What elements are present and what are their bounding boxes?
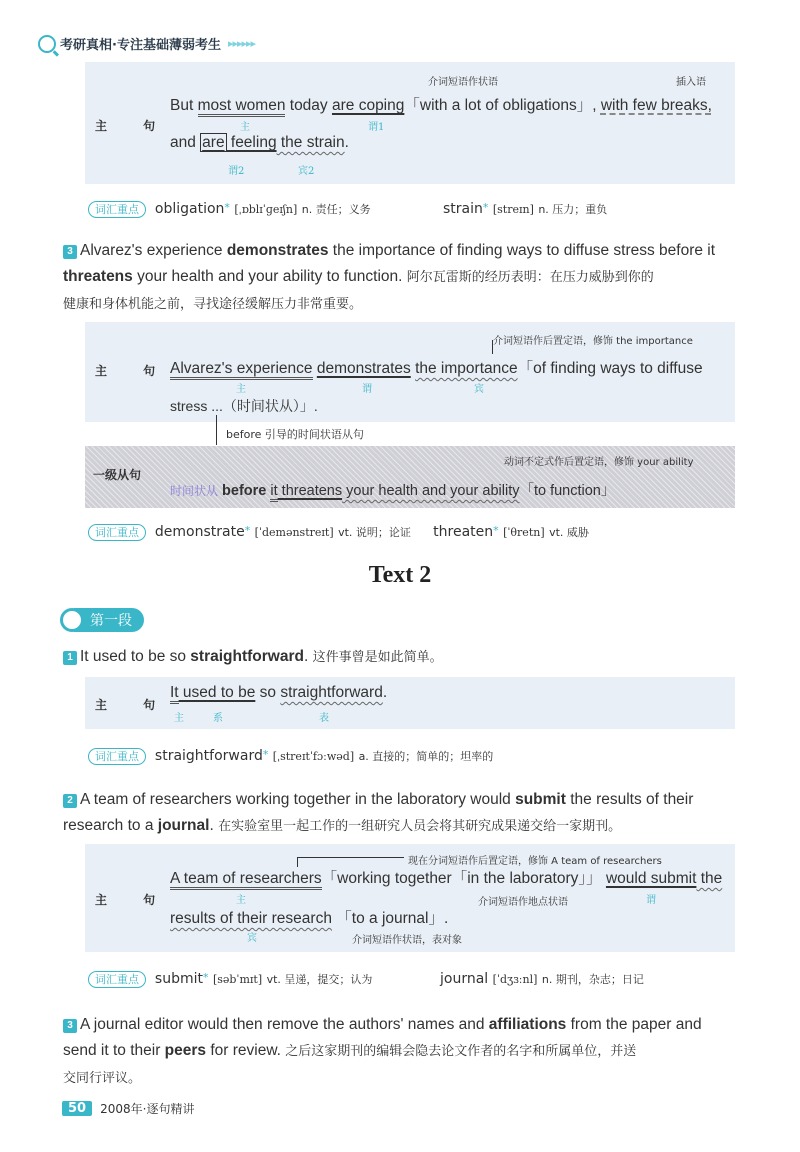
box2-role-obj: 宾 xyxy=(474,384,484,395)
box5-line1: A team of researchers「working together「in the laboratory」」 would submit the xyxy=(170,866,722,888)
section-label-text: 第一段 xyxy=(74,608,144,632)
vocab-row-2: 词汇重点 demonstrate* [ˈdemənstreɪt] vt. 说明；论证 threaten* [ˈθretn] vt. 威胁 xyxy=(88,524,589,540)
vocab-row-4: 词汇重点 submit* [səbˈmɪt] vt. 呈递，提交；认为 xyxy=(88,971,372,987)
box2-role-pred: 谓 xyxy=(362,384,372,395)
box4-role-link: 系 xyxy=(213,713,223,724)
box5-note-bot: 介词短语作状语，表对象 xyxy=(352,935,462,946)
box5-note-mid: 介词短语作地点状语 xyxy=(478,897,568,908)
box3-label: 一级从句 xyxy=(93,468,142,482)
box4-role-subj: 主 xyxy=(174,713,184,724)
paragraph-1: 1 It used to be so straightforward. 这件事曾是如此简单。 xyxy=(63,644,763,671)
box5-role-subj: 主 xyxy=(236,895,246,906)
header-title: 考研真相·专注基础薄弱考生 xyxy=(60,38,221,53)
search-icon xyxy=(60,608,84,632)
box4-role-pred: 表 xyxy=(319,713,329,724)
page-number: 50 xyxy=(62,1101,92,1116)
vocab-row-3: 词汇重点 straightforward* [ˌstreɪtˈfɔːwəd] a. 直接的；简单的；坦率的 xyxy=(88,748,493,764)
box1-line2: and are feeling the strain. xyxy=(170,134,349,151)
footer-title: 2008年·逐句精讲 xyxy=(100,1102,195,1116)
page-header xyxy=(38,34,255,53)
box3-note-top: 动词不定式作后置定语，修饰 your ability xyxy=(504,457,694,468)
vocab-tag: 词汇重点 xyxy=(88,748,146,765)
box4-label: 主 句 xyxy=(95,698,172,712)
box1-role-pred1: 谓1 xyxy=(368,122,385,133)
box2-label: 主 句 xyxy=(95,364,172,378)
box1-note-insert: 插入语 xyxy=(676,77,706,88)
box4-line: It used to be so straightforward. xyxy=(170,684,387,702)
box2-line1: Alvarez's experience demonstrates the importance「of finding ways to diffuse xyxy=(170,356,703,378)
box5-note-top: 现在分词短语作后置定语，修饰 A team of researchers xyxy=(408,856,662,867)
box2-line2: stress ...（时间状从）」. xyxy=(170,398,318,414)
paragraph-3b: 3 A journal editor would then remove the authors' names and affiliations from the paper and send it to their peers for review. 之后这家期刊的编辑会隐去论文作者的名字和所属单位，并送 交同行评议。 xyxy=(63,1016,702,1086)
box1-role-pred2: 谓2 xyxy=(228,166,245,177)
search-icon xyxy=(38,35,56,53)
vocab-tag: 词汇重点 xyxy=(88,201,146,218)
box5-role-pred: 谓 xyxy=(646,895,656,906)
box3-line: 时间状从 before it threatens your health and your ability「to function」 xyxy=(170,479,615,500)
box2-note-before: before 引导的时间状语从句 xyxy=(226,428,364,441)
box1-note-prep: 介词短语作状语 xyxy=(428,77,498,88)
box2-note-top: 介词短语作后置定语，修饰 the importance xyxy=(493,336,693,347)
page-footer xyxy=(62,1100,194,1117)
box3-tag: 时间状从 xyxy=(170,484,219,498)
vocab-row-1: 词汇重点 obligation* [ˌɒblɪˈɡeɪʃn] n. 责任；义务 xyxy=(88,201,371,217)
vocab-tag: 词汇重点 xyxy=(88,971,146,988)
vocab-tag: 词汇重点 xyxy=(88,524,146,541)
paragraph-2: 2 A team of researchers working together in the laboratory would submit the results of their research to a journal. 在实验室里一起工作的一组研究人员会将其研究成果递交给一家期刊。 xyxy=(63,791,694,834)
paragraph-3: 3 Alvarez's experience demonstrates the importance of finding ways to diffuse stress before it threatens your health and your ability to function. 阿尔瓦雷斯的经历表明：在压力威胁到你的 健康和身体机能之前，寻找途径缓解压力非常重要。 xyxy=(63,242,716,312)
header-arrows: ▸▸▸▸▸▸ xyxy=(227,37,256,50)
box5-role-obj: 宾 xyxy=(247,933,257,944)
box1-role-obj2: 宾2 xyxy=(298,166,315,177)
box2-role-subj: 主 xyxy=(236,384,246,395)
box5-label: 主 句 xyxy=(95,893,172,907)
analysis-box-1 xyxy=(85,62,735,184)
box5-line2: results of their research 「to a journal」. xyxy=(170,910,449,927)
box1-line1: But most women today are coping「with a lot of obligations」, with few breaks, xyxy=(170,93,712,115)
section-heading: Text 2 xyxy=(368,562,432,588)
section-label xyxy=(60,608,144,632)
box1-label: 主 句 xyxy=(95,119,172,133)
vocab-row-4b: journal [ˈdʒɜːnl] n. 期刊，杂志；日记 xyxy=(440,971,644,987)
box1-role-subj: 主 xyxy=(240,122,250,133)
vocab-row-1b: strain* [streɪn] n. 压力；重负 xyxy=(443,201,608,217)
